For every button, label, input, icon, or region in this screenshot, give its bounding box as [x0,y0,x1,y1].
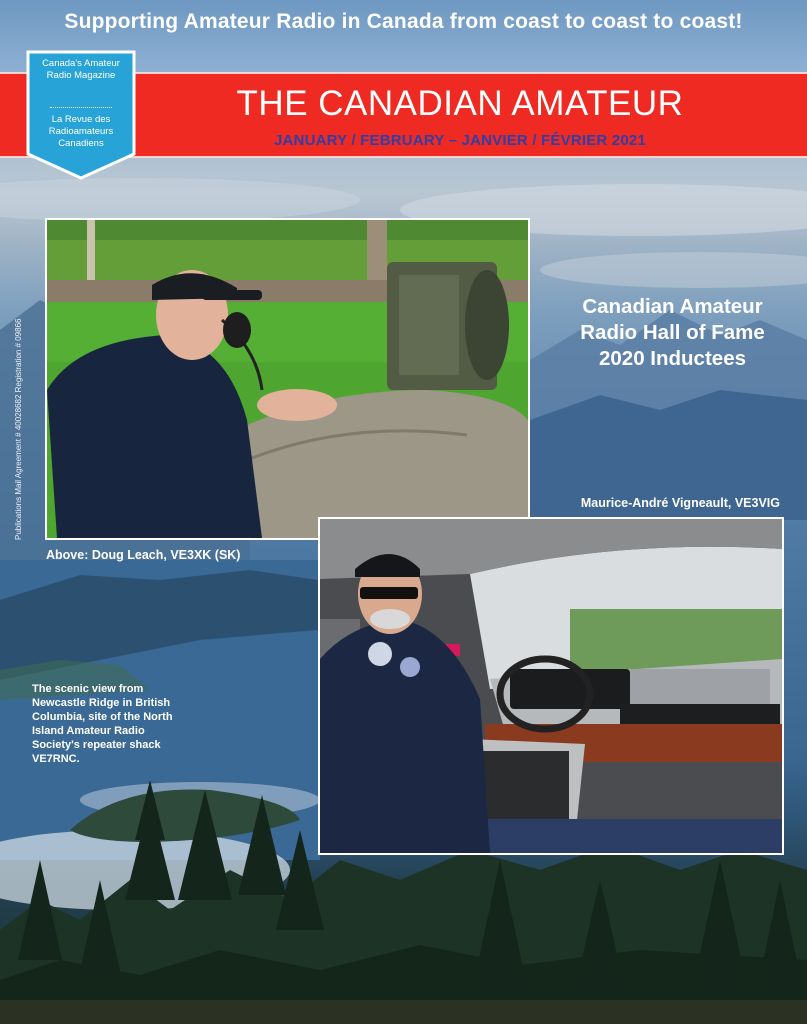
badge-french-text: La Revue des Radioamateurs Canadiens [48,114,114,149]
feature-headline: Canadian Amateur Radio Hall of Fame 2020 Inductees [580,295,765,370]
caption-doug: Above: Doug Leach, VE3XK (SK) [46,548,241,562]
badge-divider [50,107,112,108]
tagline: Supporting Amateur Radio in Canada from coast to coast to coast! [64,10,743,33]
caption-scenic-view: The scenic view from Newcastle Ridge in British Columbia, site of the North Island Amateur Radio Society's repeater shack VE7RNC. [32,683,173,765]
magazine-badge [26,50,136,180]
badge-english-text: Canada's Amateur Radio Magazine [42,58,120,81]
photo-maurice-andre-vigneault [318,517,784,855]
issue-date: JANUARY / FEBRUARY – JANVIER / FÉVRIER 2021 [273,132,647,149]
magazine-title: THE CANADIAN AMATEUR [236,84,684,123]
photo-doug-leach [45,218,530,540]
mail-agreement-notice: Publications Mail Agreement # 40028682 Registration # 09866 [14,318,23,540]
caption-maurice: Maurice-André Vigneault, VE3VIG [580,496,780,510]
